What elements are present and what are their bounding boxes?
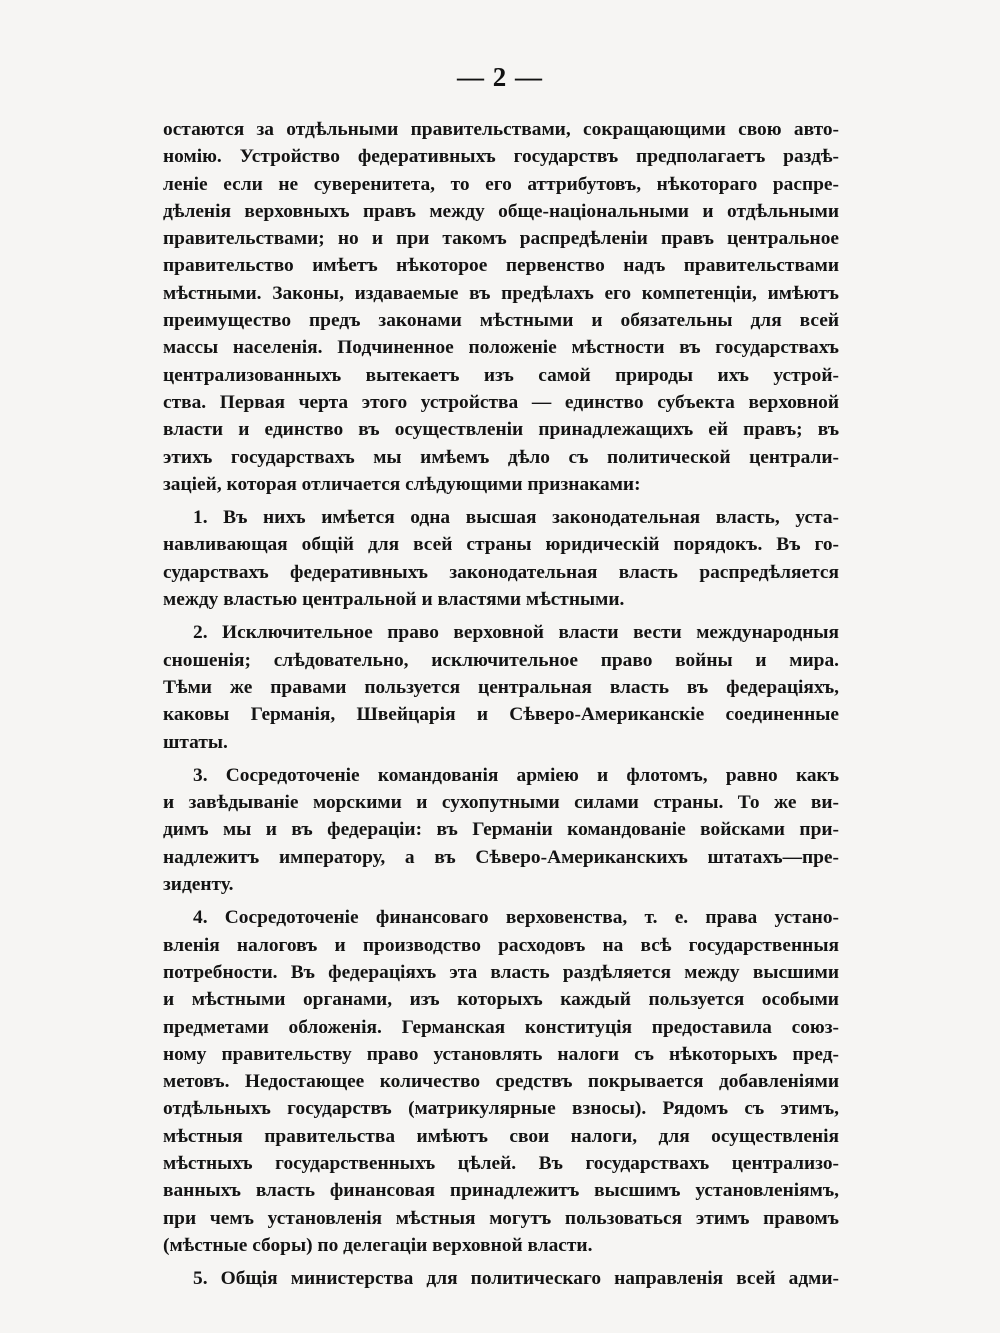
text-line: потребности. Въ федераціяхъ эта власть раздѣляется между высшими (163, 961, 839, 983)
text-line: 3. Сосредоточеніе командованія арміею и флотомъ, равно какъ (193, 764, 839, 786)
text-line: правительствами; но и при такомъ распредѣленіи правъ центральное (163, 228, 839, 250)
text-line: зиденту. (163, 874, 234, 896)
text-line: навливающая общій для всей страны юридическій порядокъ. Въ го- (163, 534, 839, 556)
text-line: надлежитъ императору, а въ Сѣверо-Американскихъ штатахъ—пре- (163, 846, 839, 868)
text-line: ванныхъ власть финансовая принадлежитъ высшимъ установленіямъ, (163, 1180, 839, 1202)
text-line: отдѣльныхъ государствъ (матрикулярные взносы). Рядомъ съ этимъ, (163, 1098, 839, 1120)
text-line: Тѣми же правами пользуется центральная власть въ федераціяхъ, (163, 676, 839, 698)
text-line: власти и единство въ осуществленіи принадлежащихъ ей правъ; въ (163, 419, 839, 441)
text-line: остаются за отдѣльными правительствами, сокращающими свою авто- (163, 119, 839, 140)
text-line: сношенія; слѣдовательно, исключительное право войны и мира. (163, 649, 839, 671)
text-line: вленія налоговъ и производство расходовъ на всѣ государственныя (163, 934, 839, 956)
text-line: между властью центральной и властями мѣстными. (163, 589, 625, 611)
paragraph-item-2 (163, 619, 839, 755)
text-line: каковы Германія, Швейцарія и Сѣверо-Американскіе соединенные (163, 704, 839, 726)
text-line: массы населенія. Подчиненное положеніе мѣстности въ государствахъ (163, 337, 839, 359)
body-text (163, 116, 839, 1292)
text-line: этихъ государствахъ мы имѣемъ дѣло съ политической централи- (163, 446, 839, 468)
text-line: номію. Устройство федеративныхъ государствъ предполагаетъ раздѣ- (163, 146, 839, 168)
text-line: 5. Общія министерства для политическаго направленія всей адми- (193, 1268, 839, 1290)
text-line: предметами обложенія. Германская конституція предоставила союз- (163, 1016, 839, 1038)
text-line: заціей, которая отличается слѣдующими признаками: (163, 473, 641, 495)
text-line: и мѣстными органами, изъ которыхъ каждый пользуется особыми (163, 989, 839, 1011)
text-line: (мѣстные сборы) по делегаціи верховной власти. (163, 1234, 593, 1256)
text-line: централизованныхъ вытекаетъ изъ самой природы ихъ устрой- (163, 364, 839, 386)
text-line: дѣленія верховныхъ правъ между обще-національными и отдѣльными (163, 200, 839, 222)
text-line: леніе если не суверенитета, то его аттрибутовъ, нѣкотораго распре- (163, 173, 839, 195)
text-line: ному правительству право установлять налоги съ нѣкоторыхъ пред- (163, 1043, 839, 1065)
paragraph-item-3 (163, 762, 839, 898)
paragraph-item-4 (163, 904, 839, 1259)
text-line: сударствахъ федеративныхъ законодательная власть распредѣляется (163, 561, 839, 583)
text-line: 2. Исключительное право верховной власти вести международныя (193, 622, 839, 644)
text-line: и завѣдываніе морскими и сухопутными силами страны. То же ви- (163, 792, 839, 814)
text-line: мѣстныя правительства имѣютъ свои налоги, для осуществленія (163, 1125, 839, 1147)
paragraph-item-1 (163, 504, 839, 613)
text-line: мѣстными. Законы, издаваемые въ предѣлахъ его компетенціи, имѣютъ (163, 282, 839, 304)
text-line: 1. Въ нихъ имѣется одна высшая законодательная власть, уста- (193, 507, 839, 529)
text-line: димъ мы и въ федераціи: въ Германіи командованіе войсками при- (163, 819, 839, 841)
text-line: преимущество предъ законами мѣстными и обязательны для всей (163, 310, 839, 332)
text-line: при чемъ установленія мѣстныя могутъ пользоваться этимъ правомъ (163, 1207, 839, 1229)
text-line: ства. Первая черта этого устройства — единство субъекта верховной (163, 391, 839, 413)
text-line: мѣстныхъ государственныхъ цѣлей. Въ государствахъ централизо- (163, 1152, 839, 1174)
paragraph-intro (163, 116, 839, 498)
text-line: 4. Сосредоточеніе финансоваго верховенства, т. е. права устано- (193, 907, 839, 929)
paragraph-item-5 (163, 1265, 839, 1292)
page-number: — 2 — (457, 62, 543, 92)
text-line: метовъ. Недостающее количество средствъ покрывается добавленіями (163, 1071, 839, 1093)
text-line: правительство имѣетъ нѣкоторое первенство надъ правительствами (163, 255, 839, 277)
text-line: штаты. (163, 731, 228, 753)
